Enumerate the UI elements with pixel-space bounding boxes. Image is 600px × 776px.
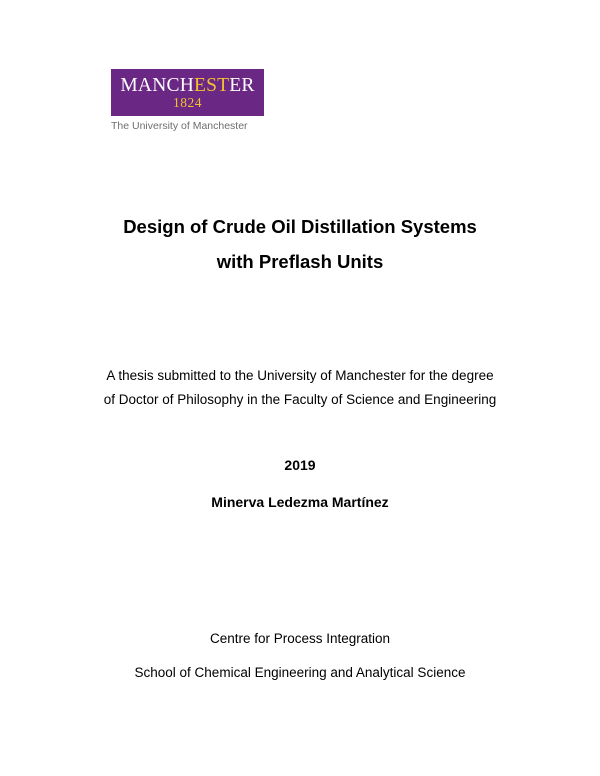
statement-line-1: A thesis submitted to the University of Manchester for the degree xyxy=(106,368,494,383)
logo-wordmark-highlight: EST xyxy=(193,75,230,96)
thesis-title-line-1: Design of Crude Oil Distillation Systems xyxy=(123,216,477,237)
logo-wordmark-suffix: ER xyxy=(229,75,255,96)
thesis-year: 2019 xyxy=(284,457,316,473)
school-name: School of Chemical Engineering and Analytical Science xyxy=(134,665,466,680)
thesis-title-line-2: with Preflash Units xyxy=(216,251,384,272)
logo-wordmark xyxy=(111,76,264,96)
statement-line-2: of Doctor of Philosophy in the Faculty of Science and Engineering xyxy=(103,392,497,407)
author-name: Minerva Ledezma Martínez xyxy=(211,494,389,510)
logo-banner xyxy=(111,69,264,116)
university-logo xyxy=(111,69,266,135)
centre-name: Centre for Process Integration xyxy=(209,631,391,646)
logo-wordmark-prefix: MANCH xyxy=(120,75,194,96)
logo-year: 1824 xyxy=(173,95,202,110)
logo-subtitle: The University of Manchester xyxy=(111,120,248,132)
